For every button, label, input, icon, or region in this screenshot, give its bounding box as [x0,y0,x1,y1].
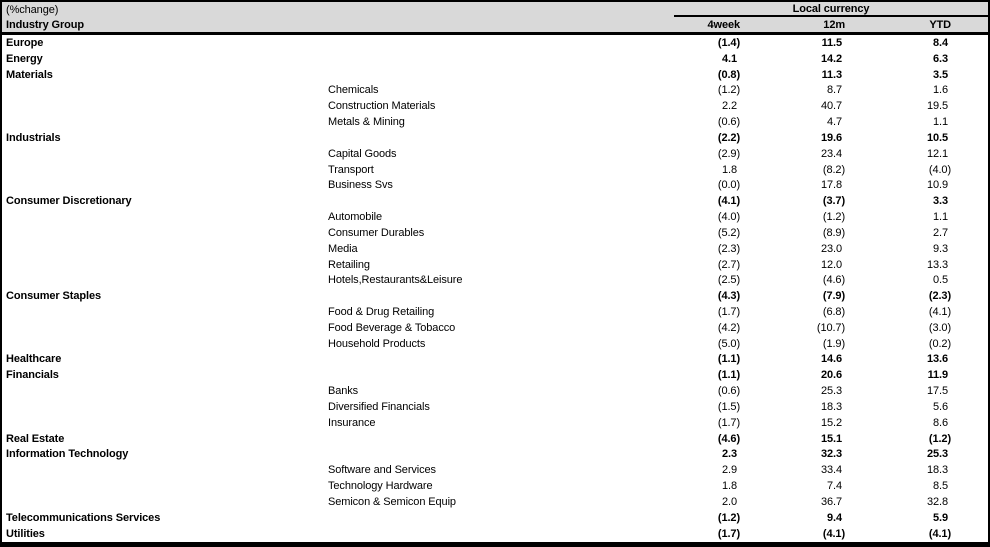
value-cell-ytd: 3.5 [933,68,949,81]
industry-group-cell: Financials [6,369,59,382]
sub-industry-cell [327,130,547,146]
value-cell-4week: (5.0) [717,337,741,350]
value-cell-4week: (2.9) [717,147,741,160]
industry-group-cell: Telecommunications Services [6,511,161,524]
sub-industry-cell: Retailing [328,258,370,271]
sub-industry-cell: Capital Goods [328,147,397,160]
table-row [2,34,988,51]
industry-group-cell [2,494,327,510]
industry-group-cell [2,272,327,288]
industry-group-cell: Healthcare [6,353,62,366]
value-cell-ytd: 8.5 [933,480,949,493]
value-cell-ytd: 10.5 [927,131,949,144]
table-row [2,526,988,542]
value-cell-12m: 4.7 [827,116,843,129]
value-cell-ytd: 25.3 [927,448,949,461]
industry-group-cell: Energy [6,52,43,65]
value-cell-4week: 1.8 [722,480,738,493]
value-cell-4week: (1.7) [717,306,741,318]
value-cell-4week: (1.1) [717,353,741,366]
table-row [2,288,988,304]
industry-group-cell [2,320,327,336]
industry-group-cell [2,209,327,225]
value-cell-ytd: 12.1 [927,147,949,160]
table-row [2,304,988,320]
value-cell-ytd: 11.9 [927,369,949,382]
value-cell-4week: 2.2 [722,100,738,113]
industry-group-cell [2,162,327,178]
value-cell-ytd: 13.3 [927,258,949,271]
table-row [2,352,988,368]
value-cell-12m: 15.2 [821,416,843,429]
sub-industry-cell [327,193,547,209]
industry-group-cell [2,177,327,193]
industry-group-cell: Consumer Discretionary [6,195,132,208]
sub-industry-cell: Chemicals [328,84,379,97]
value-cell-4week: (5.2) [717,226,741,239]
value-cell-ytd: 17.5 [927,385,949,398]
industry-group-cell [2,478,327,494]
value-cell-ytd: 19.5 [927,100,949,113]
table-row [2,162,988,178]
value-cell-4week: (1.4) [717,36,741,49]
value-cell-12m: 23.0 [821,242,843,255]
table-row [2,399,988,415]
industry-group-cell: Europe [6,36,44,49]
performance-table [2,2,988,542]
sub-industry-cell: Diversified Financials [328,400,430,413]
value-cell-12m: 15.1 [821,432,843,445]
sub-industry-cell [327,67,547,83]
percent-change-label: (%change) [2,2,547,17]
value-cell-12m: 14.6 [821,353,843,366]
value-cell-12m: 8.7 [827,84,843,97]
sub-industry-cell: Media [328,242,358,255]
value-cell-4week: (1.7) [717,416,741,429]
industry-group-cell [2,399,327,415]
value-cell-12m: 9.4 [827,511,843,524]
table-row [2,367,988,383]
value-cell-4week: (1.2) [717,511,741,524]
sub-industry-cell: Software and Services [328,464,436,477]
industry-group-cell [2,241,327,257]
value-cell-ytd: 18.3 [927,464,949,477]
value-cell-12m: 14.2 [821,52,843,65]
value-cell-4week: 2.0 [722,495,738,508]
table-row [2,67,988,83]
table-row [2,83,988,99]
industry-group-cell [2,415,327,431]
table-row [2,383,988,399]
value-cell-12m: 19.6 [821,131,843,144]
table-row [2,241,988,257]
sub-industry-cell: Banks [328,385,359,398]
value-cell-12m: (10.7) [816,321,846,334]
value-cell-12m: (8.9) [822,226,846,239]
table-row [2,462,988,478]
table-row [2,98,988,114]
value-cell-4week: (2.7) [717,258,741,271]
sub-industry-cell: Transport [328,163,374,176]
value-cell-12m: (1.9) [822,337,846,350]
value-cell-12m: 23.4 [821,147,843,160]
value-cell-4week: 4.1 [722,52,738,65]
table-row [2,209,988,225]
table-row [2,193,988,209]
industry-group-cell [2,462,327,478]
sub-industry-cell: Metals & Mining [328,116,405,129]
sub-industry-cell: Food & Drug Retailing [328,306,435,318]
table-row [2,51,988,67]
industry-group-cell [2,257,327,273]
value-cell-ytd: 13.6 [927,353,949,366]
table-row [2,431,988,447]
value-cell-ytd: 5.9 [933,511,949,524]
currency-group-header-cell [547,2,988,17]
value-cell-12m: (6.8) [822,306,846,318]
value-cell-4week: (4.3) [717,290,741,303]
value-cell-ytd: (3.0) [928,321,952,334]
table-row [2,114,988,130]
value-cell-4week: (2.5) [717,274,741,287]
value-cell-4week: (0.6) [717,385,741,398]
value-cell-ytd: 1.1 [933,211,949,224]
sub-industry-cell [327,510,547,526]
value-cell-12m: 12.0 [821,258,843,271]
sub-industry-cell: Hotels,Restaurants&Leisure [328,274,463,287]
value-cell-12m: 18.3 [821,400,843,413]
value-cell-ytd: 3.3 [933,195,949,208]
value-cell-12m: (1.2) [822,211,846,224]
local-currency-header: Local currency [674,2,988,17]
sub-industry-cell: Insurance [328,416,376,429]
value-cell-ytd: 5.6 [933,400,949,413]
value-cell-ytd: (4.1) [928,306,952,318]
sub-industry-cell: Business Svs [328,179,393,192]
column-header-12m: 12m [743,17,848,34]
table-row [2,177,988,193]
industry-group-cell: Utilities [6,527,45,540]
sub-industry-cell: Technology Hardware [328,480,433,493]
value-cell-ytd: (2.3) [928,290,952,303]
value-cell-4week: (4.2) [717,321,741,334]
industry-group-cell [2,304,327,320]
value-cell-ytd: 9.3 [933,242,949,255]
value-cell-12m: (4.1) [822,527,846,540]
value-cell-12m: 25.3 [821,385,843,398]
value-cell-12m: (4.6) [822,274,846,287]
industry-group-cell [2,383,327,399]
value-cell-4week: (0.6) [717,116,741,129]
value-cell-4week: (1.1) [717,369,741,382]
value-cell-ytd: 32.8 [927,495,949,508]
table-row [2,272,988,288]
value-cell-4week: (1.7) [717,527,741,540]
value-cell-ytd: (4.1) [928,527,952,540]
sub-industry-cell: Food Beverage & Tobacco [328,321,456,334]
value-cell-ytd: 1.1 [933,116,949,129]
sub-industry-cell: Household Products [328,337,426,350]
column-header-4week: 4week [547,17,743,34]
sub-industry-cell [327,34,547,51]
industry-group-cell: Information Technology [6,448,129,461]
header-row-currency [2,2,988,17]
industry-group-cell: Materials [6,68,53,81]
value-cell-12m: (7.9) [822,290,846,303]
value-cell-ytd: 10.9 [927,179,949,192]
sub-industry-cell: Automobile [328,211,383,224]
value-cell-4week: (2.2) [717,131,741,144]
value-cell-ytd: 8.6 [933,416,949,429]
sub-industry-cell [327,367,547,383]
sub-industry-cell: Consumer Durables [328,226,425,239]
value-cell-4week: 1.8 [722,163,738,176]
value-cell-4week: (4.6) [717,432,741,445]
industry-group-cell [2,146,327,162]
table-header [2,2,988,34]
table-row [2,257,988,273]
table-row [2,447,988,463]
sub-industry-cell: Construction Materials [328,100,436,113]
value-cell-12m: 36.7 [821,495,843,508]
value-cell-4week: (0.8) [717,68,741,81]
value-cell-12m: 17.8 [821,179,843,192]
industry-group-cell [2,336,327,352]
value-cell-12m: 11.5 [821,36,843,49]
column-header-ytd: YTD [848,17,988,34]
value-cell-12m: 32.3 [821,448,843,461]
value-cell-4week: (1.2) [717,84,741,97]
table-row [2,478,988,494]
sub-industry-cell [327,288,547,304]
value-cell-ytd: (1.2) [928,432,952,445]
value-cell-4week: (2.3) [717,242,741,255]
industry-group-cell [2,98,327,114]
sub-industry-cell: Semicon & Semicon Equip [328,495,456,508]
value-cell-12m: 40.7 [821,100,843,113]
header-row-columns [2,17,988,34]
table-row [2,510,988,526]
industry-group-header: Industry Group [2,17,547,34]
table-row [2,336,988,352]
industry-group-cell [2,83,327,99]
table-body [2,34,988,543]
value-cell-4week: 2.3 [722,448,738,461]
value-cell-ytd: 2.7 [933,226,949,239]
value-cell-12m: 7.4 [827,480,843,493]
table-row [2,494,988,510]
value-cell-4week: (1.5) [717,400,741,413]
industry-group-cell: Real Estate [6,432,65,445]
table-row [2,415,988,431]
sub-industry-cell [327,51,547,67]
value-cell-ytd: (4.0) [928,163,952,176]
value-cell-12m: (3.7) [822,195,846,208]
value-cell-12m: (8.2) [822,163,846,176]
value-cell-12m: 20.6 [821,369,843,382]
value-cell-4week: (4.0) [717,211,741,224]
value-cell-12m: 11.3 [821,68,843,81]
value-cell-ytd: 0.5 [933,274,949,287]
table-row [2,130,988,146]
value-cell-4week: (0.0) [717,179,741,192]
industry-group-cell [2,225,327,241]
sub-industry-cell [327,447,547,463]
sub-industry-cell [327,526,547,542]
value-cell-ytd: 8.4 [933,36,949,49]
value-cell-4week: 2.9 [722,464,738,477]
value-cell-12m: 33.4 [821,464,843,477]
sub-industry-cell [327,431,547,447]
sub-industry-cell [327,352,547,368]
table-row [2,320,988,336]
industry-group-cell: Consumer Staples [6,290,101,303]
value-cell-4week: (4.1) [717,195,741,208]
industry-group-cell: Industrials [6,131,61,144]
value-cell-ytd: 6.3 [933,52,949,65]
value-cell-ytd: (0.2) [928,337,952,350]
value-cell-ytd: 1.6 [933,84,949,97]
industry-group-cell [2,114,327,130]
table-row [2,225,988,241]
table-row [2,146,988,162]
